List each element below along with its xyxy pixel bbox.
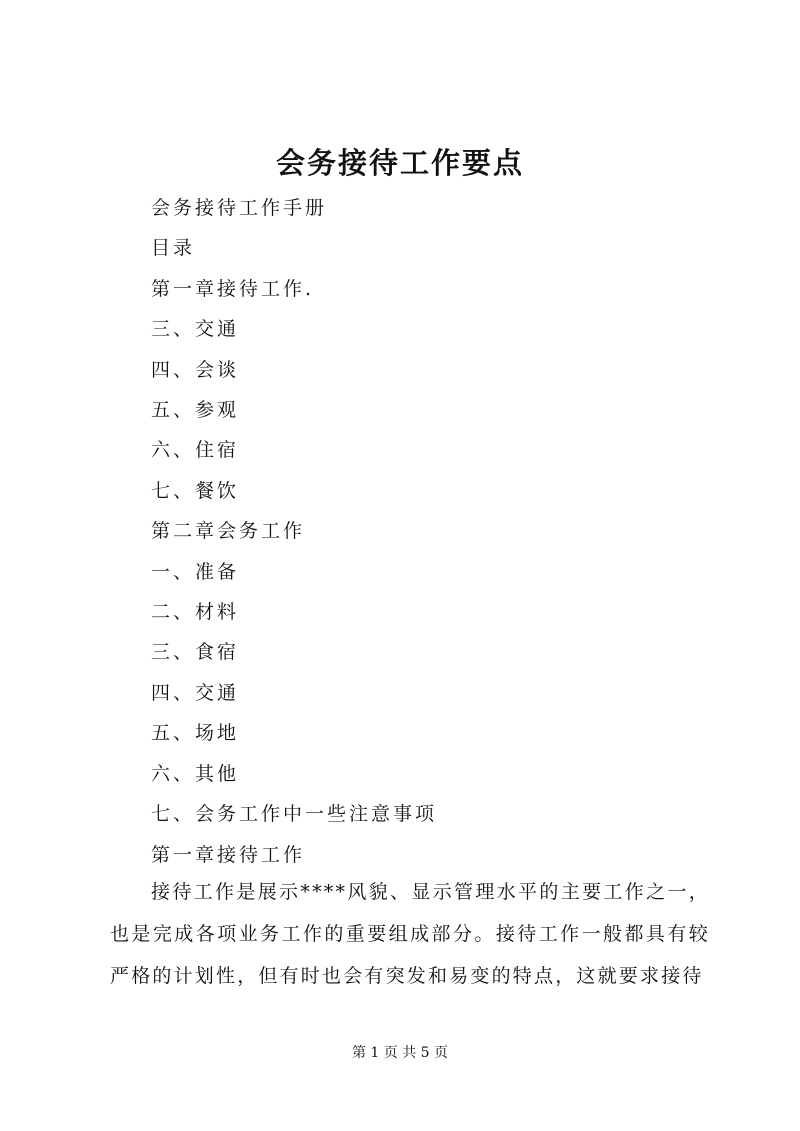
toc-line: 七、会务工作中一些注意事项 [151, 803, 438, 826]
toc-line: 六、其他 [151, 762, 240, 785]
body-paragraph: 接待工作是展示****风貌、显示管理水平的主要工作之一，也是完成各项业务工作的重要组成部分。接待工作一般都具有较严格的计划性，但有时也会有突发和易变的特点，这就要求接待 [110, 881, 710, 987]
toc-line: 第二章会务工作 [151, 520, 306, 543]
toc-line: 会务接待工作手册 [151, 197, 328, 219]
toc-line: 五、场地 [151, 722, 240, 745]
toc-line: 四、交通 [151, 681, 240, 704]
toc-line: 二、材料 [151, 601, 240, 624]
toc-line: 一、准备 [151, 560, 240, 583]
toc-line: 第一章接待工作 [151, 843, 306, 866]
page-footer: 第 1 页 共 5 页 [351, 1045, 449, 1061]
document-title: 会务接待工作要点 [275, 146, 524, 180]
toc-line: 三、交通 [151, 318, 240, 341]
table-of-contents [151, 188, 437, 875]
toc-line: 四、会谈 [151, 358, 240, 381]
toc-line: 七、餐饮 [151, 479, 240, 502]
toc-line: 三、食宿 [151, 641, 240, 664]
toc-line: 六、住宿 [151, 439, 240, 462]
toc-line: 五、参观 [151, 399, 240, 422]
toc-line: 第一章接待工作. [151, 277, 315, 300]
toc-line: 目录 [151, 237, 196, 260]
